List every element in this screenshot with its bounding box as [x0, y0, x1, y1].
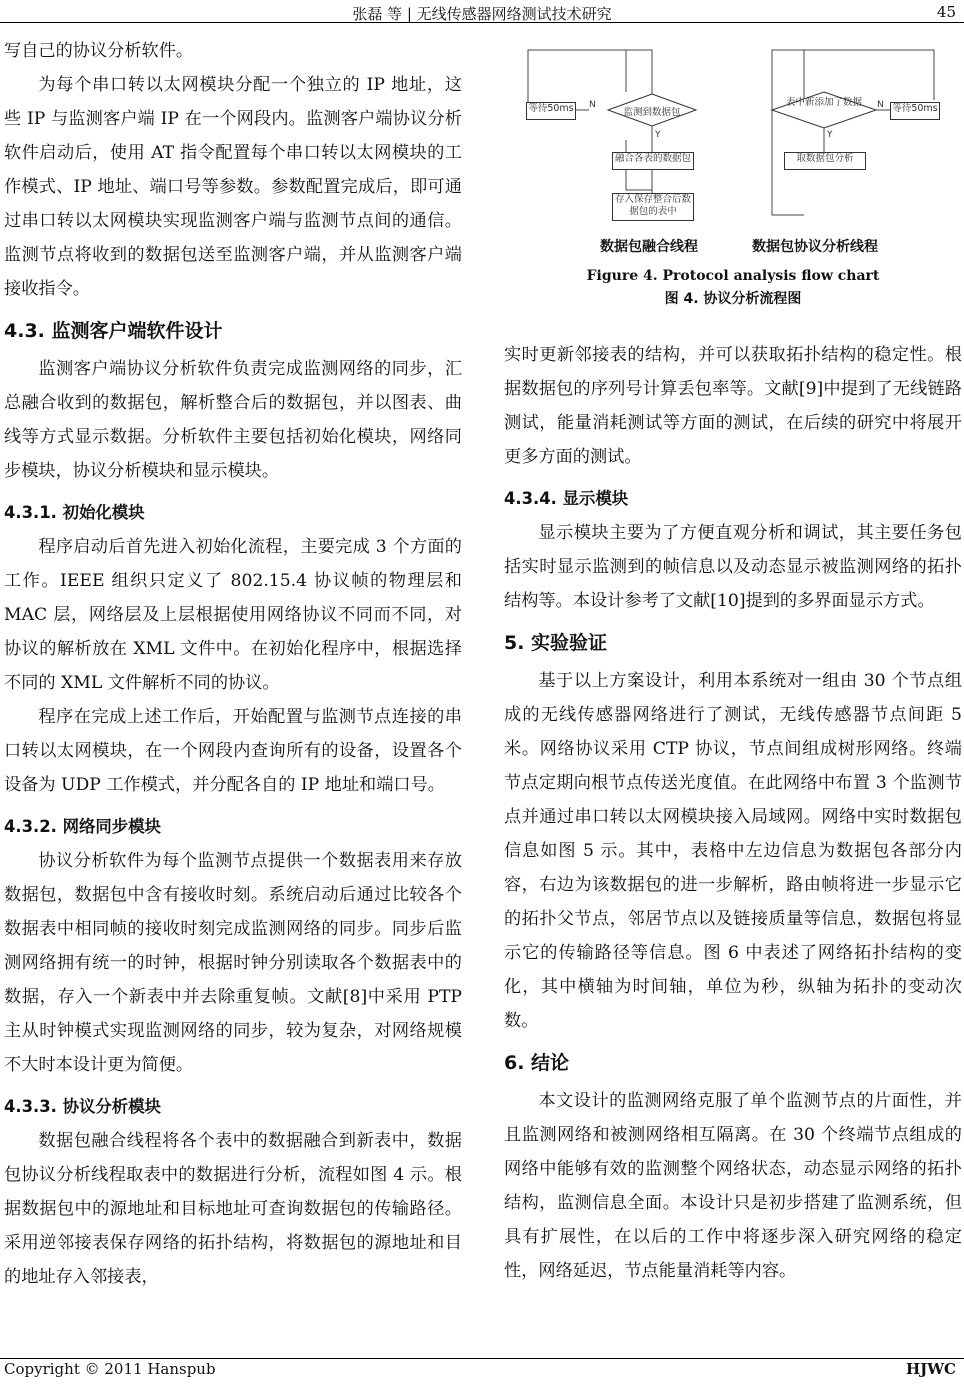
- left-y-label: Y: [655, 130, 661, 140]
- paragraph: 写自己的协议分析软件。: [4, 41, 194, 61]
- right-y-label: Y: [827, 130, 833, 140]
- section-heading-4-3-1: 4.3.1. 初始化模块: [4, 503, 145, 522]
- paragraph: 实时更新邻接表的结构，并可以获取拓扑结构的稳定性。根据数据包的序列号计算丢包率等。文献[9]中提到了无线链路测试，能量消耗测试等方面的测试，在后续的研究中将展开更多方面的测试。: [504, 345, 962, 467]
- header-rule: [0, 22, 964, 23]
- right-n-label: N: [877, 100, 884, 110]
- left-decision-label: 监测到数据包: [623, 107, 681, 118]
- right-fetch-label: 取数据包分析: [796, 153, 854, 164]
- left-wait-box: [526, 102, 576, 120]
- page-number: 45: [936, 3, 956, 21]
- paragraph: 数据包融合线程将各个表中的数据融合到新表中，数据包协议分析线程取表中的数据进行分析，流程如图 4 示。根据数据包中的源地址和目标地址可查询数据包的传输路径。采用逆邻接表保存网络的拓扑结构，将数据包的源地址和目的地址存入邻接表，: [4, 1131, 462, 1287]
- figure-4-flowchart: [504, 30, 962, 330]
- copyright: Copyright © 2011 Hanspub: [4, 1360, 216, 1378]
- right-column: [504, 338, 962, 1288]
- figure-caption-cn: 图 4. 协议分析流程图: [664, 291, 802, 307]
- paragraph: 为每个串口转以太网模块分配一个独立的 IP 地址，这些 IP 与监测客户端 IP 在一个网段内。监测客户端协议分析软件启动后，使用 AT 指令配置每个串口转以太网模块的工作模式、IP 地址、端口号等参数。参数配置完成后，即可通过串口转以太网模块实现监测客户端与监测节点间的通信。监测节点将收到的数据包送至监测客户端，并从监测客户端接收指令。: [4, 75, 462, 299]
- paragraph: 基于以上方案设计，利用本系统对一组由 30 个节点组成的无线传感器网络进行了测试，无线传感器节点间距 5 米。网络协议采用 CTP 协议，节点间组成树形网络。终端节点定期向根节点传送光度值。在此网络中布置 3 个监测节点并通过串口转以太网模块接入局域网。网络中实时数据包信息如图 5 示。其中，表格中左边信息为数据包各部分内容，右边为该数据包的进一步解析，路由帧将进一步显示它的拓扑父节点，邻居节点以及链接质量等信息，数据包将显示它的传输路径等信息。图 6 中表述了网络拓扑结构的变化，其中横轴为时间轴，单位为秒，纵轴为拓扑的变动次数。: [504, 671, 962, 1031]
- journal-abbrev: HJWC: [905, 1360, 956, 1378]
- figure-caption-en: Figure 4. Protocol analysis flow chart: [586, 268, 880, 284]
- section-heading-4-3: 4.3. 监测客户端软件设计: [4, 320, 223, 342]
- section-heading-4-3-3: 4.3.3. 协议分析模块: [4, 1097, 161, 1116]
- paragraph: 显示模块主要为了方便直观分析和调试，其主要任务包括实时显示监测到的帧信息以及动态显示被监测网络的拓扑结构等。本设计参考了文献[10]提到的多界面显示方式。: [504, 523, 962, 611]
- page-footer: [4, 1358, 956, 1380]
- section-heading-4-3-2: 4.3.2. 网络同步模块: [4, 817, 161, 836]
- right-thread-label: 数据包协议分析线程: [752, 239, 878, 255]
- section-heading-6: 6. 结论: [504, 1052, 570, 1074]
- left-merge-box: [612, 152, 694, 170]
- left-thread-label: 数据包融合线程: [600, 239, 698, 255]
- paragraph: 监测客户端协议分析软件负责完成监测网络的同步，汇总融合收到的数据包，解析整合后的数据包，并以图表、曲线等方式显示数据。分析软件主要包括初始化模块，网络同步模块，协议分析模块和显示模块。: [4, 359, 462, 481]
- right-wait-box: [890, 102, 940, 120]
- section-heading-4-3-4: 4.3.4. 显示模块: [504, 489, 629, 508]
- left-store-label: 存入保存整合后数据包的表中: [614, 194, 691, 217]
- page-header: [0, 0, 964, 22]
- paragraph: 程序启动后首先进入初始化流程，主要完成 3 个方面的工作。IEEE 组织只定义了 802.15.4 协议帧的物理层和 MAC 层，网络层及上层根据使用网络协议不同而不同，对协议的解析放在 XML 文件中。在初始化程序中，根据选择不同的 XML 文件解析不同的协议。: [4, 537, 462, 693]
- right-loop-line: [772, 50, 804, 215]
- right-fetch-box: [784, 152, 866, 170]
- flowchart-lines: [504, 30, 962, 250]
- section-heading-5: 5. 实验验证: [504, 632, 608, 654]
- paragraph: 本文设计的监测网络克服了单个监测节点的片面性，并且监测网络和被测网络相互隔离。在 30 个终端节点组成的网络中能够有效的监测整个网络状态，动态显示网络的拓扑结构，监测信息全面。本设计只是初步搭建了监测系统，但具有扩展性，在以后的工作中将逐步深入研究网络的稳定性，网络延迟，节点能量消耗等内容。: [504, 1091, 962, 1281]
- right-wait-label: 等待50ms: [892, 103, 938, 114]
- left-merge-label: 融合各表的数据包: [614, 153, 691, 164]
- paragraph: 程序在完成上述工作后，开始配置与监测节点连接的串口转以太网模块，在一个网段内查询所有的设备，设置各个设备为 UDP 工作模式，并分配各自的 IP 地址和端口号。: [4, 707, 462, 795]
- running-title: 张磊 等 | 无线传感器网络测试技术研究: [352, 5, 612, 23]
- right-decision-label: 表中新添加了数据: [786, 97, 863, 108]
- left-wait-label: 等待50ms: [528, 103, 574, 114]
- left-n-label: N: [589, 100, 596, 110]
- left-store-box: [612, 193, 694, 221]
- paragraph: 协议分析软件为每个监测节点提供一个数据表用来存放数据包，数据包中含有接收时刻。系统启动后通过比较各个数据表中相同帧的接收时刻完成监测网络的同步。同步后监测网络拥有统一的时钟，根据时钟分别读取各个数据表中的数据，存入一个新表中并去除重复帧。文献[8]中采用 PTP 主从时钟模式实现监测网络的同步，较为复杂，对网络规模不大时本设计更为简便。: [4, 851, 462, 1075]
- left-column: [4, 34, 462, 1294]
